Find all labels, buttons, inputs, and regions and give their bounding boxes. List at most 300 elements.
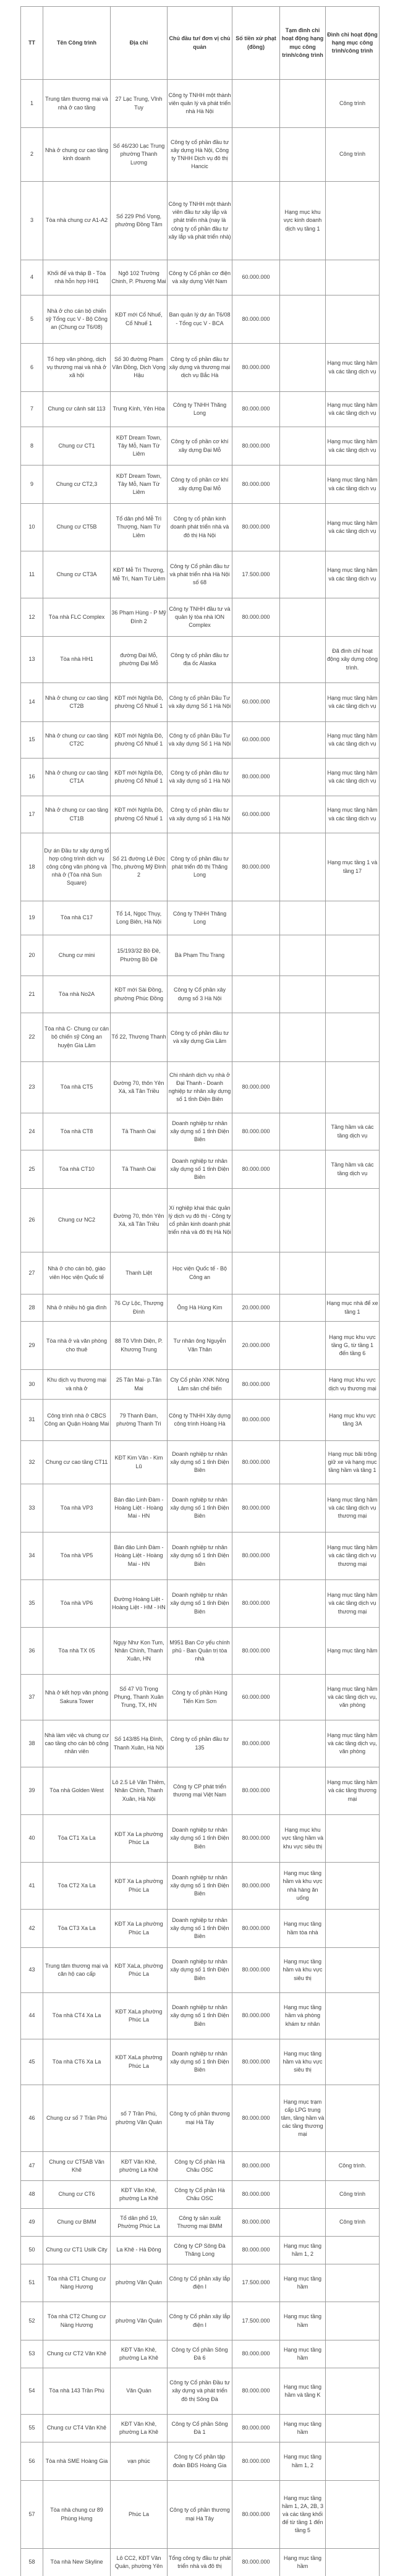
cell-tt: 31: [21, 1400, 43, 1441]
cell-owner: Công ty Cổ phần cơ điện và xây dựng Việt Nam: [168, 260, 232, 295]
cell-fine-amount: 80.000.000: [232, 2368, 280, 2415]
column-header-stop: Đình chỉ hoạt động hạng mục công trình/công trình: [326, 7, 380, 80]
cell-project-name: Chung cư mini: [43, 935, 111, 976]
cell-stop: [326, 1013, 380, 1062]
cell-fine-amount: 80.000.000: [232, 392, 280, 427]
cell-suspend: Hạng mục tầng hầm và phòng khám tư nhân: [280, 1993, 326, 2039]
cell-fine-amount: 80.000.000: [232, 1370, 280, 1400]
cell-address: 76 Cự Lộc, Thượng Đình: [111, 1294, 168, 1322]
table-row: [21, 128, 380, 182]
cell-suspend: [280, 344, 326, 392]
cell-fine-amount: 80.000.000: [232, 2442, 280, 2481]
cell-owner: Công ty cổ phần cơ khí xây dựng Đại Mỗ: [168, 465, 232, 504]
cell-owner: Công ty Cổ phần xây dựng số 3 Hà Nội: [168, 976, 232, 1013]
column-header-address: Địa chỉ: [111, 7, 168, 80]
cell-address: KĐT Văn Khê, phường La Khê: [111, 2152, 168, 2181]
table-row: [21, 1322, 380, 1370]
cell-address: Bán đảo Linh Đàm - Hoàng Liệt - Hoàng Mai - HN: [111, 1532, 168, 1580]
cell-owner: Công ty cổ phần đầu tư phát triển đô thị Thăng Long: [168, 833, 232, 901]
cell-suspend: [280, 1294, 326, 1322]
cell-address: số 7 Trần Phú, phường Văn Quán: [111, 2085, 168, 2152]
cell-suspend: Hạng mục tầng hầm: [280, 2302, 326, 2340]
cell-address: 25 Tân Mai- p.Tân Mai: [111, 1370, 168, 1400]
cell-project-name: Tòa nhà CT4 Xa La: [43, 1993, 111, 2039]
cell-tt: 48: [21, 2181, 43, 2209]
cell-project-name: Chung cư CT1 Usilk City: [43, 2237, 111, 2264]
cell-tt: 2: [21, 128, 43, 182]
cell-stop: [326, 2549, 380, 2576]
cell-address: Lô 2.5 Lê Văn Thiêm, Nhân Chính, Thanh Xuân, Hà Nội: [111, 1767, 168, 1815]
cell-project-name: Chung cư BMM: [43, 2209, 111, 2237]
cell-suspend: [280, 80, 326, 128]
cell-address: KĐT XaLa phường Phúc La: [111, 1993, 168, 2039]
cell-address: Số 46/230 Lạc Trung phường Thanh Lương: [111, 128, 168, 182]
cell-project-name: Chung cư cảnh sát 113: [43, 392, 111, 427]
cell-fine-amount: 80.000.000: [232, 2415, 280, 2442]
cell-suspend: [280, 1013, 326, 1062]
table-row: [21, 796, 380, 833]
cell-fine-amount: [232, 901, 280, 935]
table-row: [21, 2340, 380, 2368]
cell-fine-amount: 80.000.000: [232, 833, 280, 901]
cell-suspend: [280, 392, 326, 427]
cell-owner: Công ty CP Sông Đà Thăng Long: [168, 2237, 232, 2264]
cell-fine-amount: [232, 935, 280, 976]
cell-address: Bán đảo Linh Đàm - Hoàng Liệt - Hoàng Mai - HN: [111, 1484, 168, 1532]
cell-tt: 15: [21, 722, 43, 759]
cell-fine-amount: 80.000.000: [232, 2085, 280, 2152]
table-row: [21, 427, 380, 465]
table-row: [21, 2549, 380, 2576]
cell-suspend: Hạng mục tầng hầm tòa nhà: [280, 1910, 326, 1948]
cell-tt: 33: [21, 1484, 43, 1532]
header-row: [21, 7, 380, 80]
cell-project-name: Chung cư CT6: [43, 2181, 111, 2209]
cell-tt: 47: [21, 2152, 43, 2181]
cell-suspend: [280, 2181, 326, 2209]
cell-tt: 23: [21, 1062, 43, 1113]
cell-fine-amount: 20.000.000: [232, 1322, 280, 1370]
cell-address: Đường 70, thôn Yên Xá, xã Tân Triều: [111, 1062, 168, 1113]
cell-owner: Doanh nghiệp tư nhân xây dựng số 1 tỉnh Điện Biên: [168, 1150, 232, 1189]
table-row: [21, 344, 380, 392]
cell-suspend: [280, 1720, 326, 1767]
cell-stop: [326, 2481, 380, 2549]
table-row: [21, 1189, 380, 1252]
cell-project-name: Chung cư cao tầng CT11: [43, 1441, 111, 1484]
table-row: [21, 2302, 380, 2340]
cell-stop: Hạng mục tầng hầm: [326, 1628, 380, 1675]
cell-owner: Công ty Cổ phần Sông Đà 6: [168, 2340, 232, 2368]
cell-owner: Công ty cổ phần thương mại Hà Tây: [168, 2481, 232, 2549]
cell-fine-amount: 80.000.000: [232, 1720, 280, 1767]
cell-stop: Hạng mục tầng hầm và các tầng dịch vụ, văn phòng: [326, 1675, 380, 1720]
table-row: [21, 1294, 380, 1322]
cell-owner: Công ty cổ phần kinh doanh phát triển nhà và đô thị Hà Nội: [168, 504, 232, 551]
table-row: [21, 260, 380, 295]
cell-project-name: Nhà ở nhiều hộ gia đình: [43, 1294, 111, 1322]
cell-project-name: Tòa CT2 Xa La: [43, 1863, 111, 1910]
cell-owner: Doanh nghiệp tư nhân xây dựng số 1 tỉnh Điện Biên: [168, 1441, 232, 1484]
column-header-name: Tên Công trình: [43, 7, 111, 80]
cell-address: Tổ dân phố Mễ Trì Thượng, Nam Từ Liêm: [111, 504, 168, 551]
cell-fine-amount: 80.000.000: [232, 1863, 280, 1910]
cell-project-name: Tòa nhà ở và văn phòng cho thuê: [43, 1322, 111, 1370]
cell-stop: Hạng mục tầng hầm và các tầng dịch vụ: [326, 551, 380, 598]
cell-project-name: Tòa nhà VP3: [43, 1484, 111, 1532]
cell-suspend: [280, 598, 326, 637]
cell-stop: [326, 2264, 380, 2302]
table-row: [21, 598, 380, 637]
table-row: [21, 2481, 380, 2549]
cell-suspend: Hạng mục tầng hầm và khu vực siêu thị: [280, 1948, 326, 1993]
cell-suspend: [280, 796, 326, 833]
cell-fine-amount: [232, 637, 280, 683]
cell-stop: [326, 2085, 380, 2152]
cell-stop: [326, 1189, 380, 1252]
cell-tt: 46: [21, 2085, 43, 2152]
table-row: [21, 683, 380, 722]
table-row: [21, 637, 380, 683]
cell-tt: 35: [21, 1580, 43, 1628]
cell-stop: Hạng mục tầng hầm và các tầng dịch vụ: [326, 344, 380, 392]
table-row: [21, 295, 380, 344]
cell-tt: 52: [21, 2302, 43, 2340]
cell-tt: 1: [21, 80, 43, 128]
table-row: [21, 1580, 380, 1628]
cell-stop: Hạng mục tầng hầm và các tầng dịch vụ: [326, 392, 380, 427]
cell-tt: 27: [21, 1252, 43, 1294]
cell-owner: Tổng công ty đầu tư phát triển nhà và đô thị: [168, 2549, 232, 2576]
table-row: [21, 1767, 380, 1815]
cell-tt: 5: [21, 295, 43, 344]
cell-project-name: Tòa nhà CT2 Chung cư Nàng Hương: [43, 2302, 111, 2340]
cell-stop: Tầng hầm và các tầng dịch vụ: [326, 1113, 380, 1150]
cell-tt: 34: [21, 1532, 43, 1580]
cell-tt: 26: [21, 1189, 43, 1252]
cell-tt: 30: [21, 1370, 43, 1400]
cell-owner: Chi nhánh dịch vụ nhà ở Đại Thanh - Doanh nghiệp tư nhân xây dựng số 1 tỉnh Điện Biên: [168, 1062, 232, 1113]
cell-tt: 19: [21, 901, 43, 935]
cell-tt: 28: [21, 1294, 43, 1322]
cell-stop: [326, 2368, 380, 2415]
table-row: [21, 2368, 380, 2415]
cell-owner: Doanh nghiệp tư nhân xây dựng số 1 tỉnh Điện Biên: [168, 1948, 232, 1993]
cell-stop: Hạng mục tầng hầm và các tầng thương mại: [326, 1767, 380, 1815]
cell-suspend: [280, 1484, 326, 1532]
cell-address: đường Đại Mỗ, phường Đại Mỗ: [111, 637, 168, 683]
cell-suspend: [280, 976, 326, 1013]
cell-fine-amount: 20.000.000: [232, 1294, 280, 1322]
cell-suspend: [280, 1441, 326, 1484]
cell-project-name: Tòa nhà SME Hoàng Gia: [43, 2442, 111, 2481]
cell-fine-amount: 80.000.000: [232, 1910, 280, 1948]
cell-project-name: Chung cư số 7 Trần Phú: [43, 2085, 111, 2152]
cell-project-name: Chung cư CT1: [43, 427, 111, 465]
cell-stop: Hạng mục tầng hầm và các tầng dịch vụ: [326, 796, 380, 833]
cell-suspend: [280, 1252, 326, 1294]
cell-project-name: Tòa nhà CT8: [43, 1113, 111, 1150]
cell-suspend: [280, 551, 326, 598]
table-row: [21, 1484, 380, 1532]
cell-fine-amount: 80.000.000: [232, 1815, 280, 1863]
cell-stop: Hạng mục tầng hầm và các tầng dịch vụ: [326, 759, 380, 796]
cell-project-name: Tòa nhà CT5: [43, 1062, 111, 1113]
cell-fine-amount: [232, 976, 280, 1013]
table-row: [21, 833, 380, 901]
cell-project-name: Tòa nhà New Skyline: [43, 2549, 111, 2576]
cell-owner: Công ty TNHH Thăng Long: [168, 392, 232, 427]
table-row: [21, 1720, 380, 1767]
cell-project-name: Tòa nhà VP5: [43, 1532, 111, 1580]
table-row: [21, 1013, 380, 1062]
cell-fine-amount: 60.000.000: [232, 722, 280, 759]
cell-fine-amount: [232, 80, 280, 128]
table-body: [21, 80, 380, 2576]
cell-fine-amount: 80.000.000: [232, 1062, 280, 1113]
cell-owner: Công ty cổ phần thương mại Hà Tây: [168, 2085, 232, 2152]
cell-tt: 42: [21, 1910, 43, 1948]
cell-tt: 21: [21, 976, 43, 1013]
cell-stop: [326, 1993, 380, 2039]
table-row: [21, 2085, 380, 2152]
cell-suspend: [280, 1400, 326, 1441]
cell-owner: Doanh nghiệp tư nhân xây dựng số 1 tỉnh Điện Biên: [168, 1532, 232, 1580]
table-row: [21, 2442, 380, 2481]
cell-address: Tổ 14, Ngọc Thụy, Long Biên, Hà Nội: [111, 901, 168, 935]
cell-address: KĐT Xa La phường Phúc La: [111, 1910, 168, 1948]
cell-stop: Hạng mục nhà để xe tầng 1: [326, 1294, 380, 1322]
cell-stop: Công trình: [326, 2181, 380, 2209]
cell-stop: [326, 901, 380, 935]
cell-owner: Công ty cổ phần Đầu Tư và xây dựng Số 1 Hà Nội: [168, 722, 232, 759]
cell-stop: Hạng mục tầng hầm và các tầng dịch vụ thương mại: [326, 1532, 380, 1580]
cell-tt: 53: [21, 2340, 43, 2368]
cell-owner: Doanh nghiệp tư nhân xây dựng số 1 tỉnh Điện Biên: [168, 1484, 232, 1532]
cell-stop: Công trình: [326, 80, 380, 128]
table-row: [21, 1993, 380, 2039]
cell-tt: 14: [21, 683, 43, 722]
cell-fine-amount: 80.000.000: [232, 2549, 280, 2576]
cell-owner: Tư nhân ông Nguyễn Văn Thân: [168, 1322, 232, 1370]
cell-stop: [326, 182, 380, 260]
column-header-fine: Số tiền xử phạt (đồng): [232, 7, 280, 80]
cell-address: vạn phúc: [111, 2442, 168, 2481]
cell-address: Số 30 đường Phạm Văn Đồng, Dịch Vọng Hậu: [111, 344, 168, 392]
cell-address: Ngụy Như Kon Tum, Nhân Chính, Thanh Xuân, HN: [111, 1628, 168, 1675]
cell-fine-amount: [232, 1252, 280, 1294]
cell-project-name: Nhà ở chung cư cao tầng kinh doanh: [43, 128, 111, 182]
cell-suspend: [280, 1628, 326, 1675]
table-row: [21, 1150, 380, 1189]
cell-project-name: Tòa nhà chung cư A1-A2: [43, 182, 111, 260]
cell-tt: 18: [21, 833, 43, 901]
cell-address: Thanh Liệt: [111, 1252, 168, 1294]
cell-address: KĐT mới Nghĩa Đô, phường Cổ Nhuế 1: [111, 759, 168, 796]
table-row: [21, 1252, 380, 1294]
cell-stop: [326, 1910, 380, 1948]
cell-suspend: Hạng mục tầng hầm và khu vực nhà hàng ăn uống: [280, 1863, 326, 1910]
cell-owner: Công ty Cổ phần tập đoàn BĐS Hoàng Gia: [168, 2442, 232, 2481]
table-row: [21, 1370, 380, 1400]
cell-owner: Công ty cổ phần đầu tư và xây dựng Gia Lâm: [168, 1013, 232, 1062]
cell-address: Tả Thanh Oai: [111, 1113, 168, 1150]
cell-address: Số 143/85 Hạ Đình, Thanh Xuân, Hà Nội: [111, 1720, 168, 1767]
cell-fine-amount: 80.000.000: [232, 1767, 280, 1815]
cell-fine-amount: 80.000.000: [232, 1150, 280, 1189]
cell-owner: Học viện Quốc tế - Bộ Công an: [168, 1252, 232, 1294]
cell-tt: 37: [21, 1675, 43, 1720]
cell-suspend: [280, 1675, 326, 1720]
cell-address: 88 Tô Vĩnh Diện, P. Khương Trung: [111, 1322, 168, 1370]
cell-project-name: Tòa nhà C- Chung cư cán bộ chiến sỹ Công an huyện Gia Lâm: [43, 1013, 111, 1062]
cell-tt: 24: [21, 1113, 43, 1150]
cell-address: KĐT Xa La phường Phúc La: [111, 1815, 168, 1863]
cell-suspend: Hạng mục khu vực tầng hầm và khu vực siêu thị: [280, 1815, 326, 1863]
table-row: [21, 1062, 380, 1113]
cell-owner: Công ty cổ phần đầu tư địa ốc Alaska: [168, 637, 232, 683]
cell-owner: Bà Phạm Thu Trang: [168, 935, 232, 976]
cell-project-name: Dự án Đầu tư xây dựng tổ hợp công trình dịch vụ công cộng văn phòng và nhà ở (Tòa nhà Sun Square): [43, 833, 111, 901]
table-row: [21, 2039, 380, 2085]
cell-project-name: Nhà ở cho cán bộ, giáo viên Học viện Quốc tế: [43, 1252, 111, 1294]
cell-stop: Công trình: [326, 128, 380, 182]
table-row: [21, 759, 380, 796]
cell-address: KĐT Xa La phường Phúc La: [111, 1863, 168, 1910]
cell-suspend: [280, 1150, 326, 1189]
violation-table: [20, 6, 380, 2576]
cell-address: Số 21 đường Lê Đức Thọ, phường Mỹ Đình 2: [111, 833, 168, 901]
cell-suspend: Hạng mục trạm cấp LPG trung tâm, tầng hầm và các tầng thương mại: [280, 2085, 326, 2152]
cell-stop: [326, 260, 380, 295]
cell-address: KĐT XaLa, phường Phúc La: [111, 1948, 168, 1993]
cell-suspend: [280, 1113, 326, 1150]
cell-suspend: [280, 128, 326, 182]
cell-address: Tả Thanh Oai: [111, 1150, 168, 1189]
cell-fine-amount: 80.000.000: [232, 1532, 280, 1580]
cell-fine-amount: 80.000.000: [232, 2481, 280, 2549]
cell-owner: Ban quản lý dự án T6/08 - Tổng cục V - BCA: [168, 295, 232, 344]
cell-address: KĐT Dream Town, Tây Mỗ, Nam Từ Liêm: [111, 427, 168, 465]
cell-stop: [326, 2039, 380, 2085]
cell-stop: [326, 295, 380, 344]
cell-stop: Hạng mục khu vực dịch vụ thương mại: [326, 1370, 380, 1400]
table-row: [21, 392, 380, 427]
cell-project-name: Tòa CT3 Xa La: [43, 1910, 111, 1948]
cell-stop: Hạng mục tầng hầm và các tầng dịch vụ thương mại: [326, 1580, 380, 1628]
cell-suspend: [280, 935, 326, 976]
table-row: [21, 1628, 380, 1675]
cell-suspend: Hạng mục tầng hầm 1, 2: [280, 2442, 326, 2481]
cell-suspend: [280, 465, 326, 504]
table-row: [21, 1910, 380, 1948]
cell-owner: Công ty TNHH Thăng Long: [168, 901, 232, 935]
table-row: [21, 1863, 380, 1910]
cell-tt: 56: [21, 2442, 43, 2481]
cell-fine-amount: 80.000.000: [232, 504, 280, 551]
cell-owner: Công ty cổ phần Hùng Tiến Kim Sơn: [168, 1675, 232, 1720]
cell-tt: 45: [21, 2039, 43, 2085]
cell-tt: 36: [21, 1628, 43, 1675]
table-row: [21, 1113, 380, 1150]
cell-project-name: Tòa nhà Golden West: [43, 1767, 111, 1815]
cell-address: KĐT Văn Khê, phường La Khê: [111, 2415, 168, 2442]
cell-stop: Hạng mục tầng 1 và tầng 17: [326, 833, 380, 901]
cell-fine-amount: 80.000.000: [232, 1400, 280, 1441]
cell-address: Tổ dân phố 19, Phường Phúc La: [111, 2209, 168, 2237]
cell-address: Số 47 Vũ Trọng Phụng, Thanh Xuân Trung, TX, HN: [111, 1675, 168, 1720]
cell-tt: 6: [21, 344, 43, 392]
cell-suspend: Hạng mục tầng hầm: [280, 2549, 326, 2576]
cell-fine-amount: [232, 182, 280, 260]
cell-address: Trung Kính, Yên Hòa: [111, 392, 168, 427]
cell-stop: [326, 2340, 380, 2368]
cell-owner: Doanh nghiệp tư nhân xây dựng số 1 tỉnh Điện Biên: [168, 1815, 232, 1863]
cell-owner: Công ty Cổ phần Hà Châu OSC: [168, 2152, 232, 2181]
cell-project-name: Tòa nhà VP6: [43, 1580, 111, 1628]
cell-suspend: [280, 1580, 326, 1628]
cell-suspend: Hạng mục tầng hầm: [280, 2415, 326, 2442]
cell-address: KĐT Văn Khê, phường La Khê: [111, 2340, 168, 2368]
cell-address: Lô CC2, KĐT Văn Quán, phường Yên: [111, 2549, 168, 2576]
cell-project-name: Tòa nhà No2A: [43, 976, 111, 1013]
cell-stop: Hạng mục khu vực tầng G, từ tầng 1 đến tầng 6: [326, 1322, 380, 1370]
table-row: [21, 182, 380, 260]
table-row: [21, 1400, 380, 1441]
cell-stop: Hạng mục tầng hầm và các tầng dịch vụ: [326, 465, 380, 504]
cell-owner: Cty Cổ phần XNK Nông Lâm sản chế biến: [168, 1370, 232, 1400]
cell-suspend: [280, 427, 326, 465]
cell-project-name: Nhà làm việc và chung cư cao tầng cho cán bộ công nhân viên: [43, 1720, 111, 1767]
cell-project-name: Tòa nhà FLC Complex: [43, 598, 111, 637]
cell-address: KĐT mới Nghĩa Đô, phường Cổ Nhuế 1: [111, 722, 168, 759]
cell-tt: 25: [21, 1150, 43, 1189]
cell-fine-amount: 17.500.000: [232, 2264, 280, 2302]
cell-owner: Công ty cổ phần cơ khí xây dựng Đại Mỗ: [168, 427, 232, 465]
cell-address: KĐT XaLa phường Phúc La: [111, 2039, 168, 2085]
cell-address: 79 Thanh Đàm, phường Thanh Trì: [111, 1400, 168, 1441]
cell-owner: Công ty cổ phần đầu tư và xây dựng số 1 Hà Nội: [168, 759, 232, 796]
cell-fine-amount: 80.000.000: [232, 2181, 280, 2209]
cell-fine-amount: 60.000.000: [232, 683, 280, 722]
cell-fine-amount: 80.000.000: [232, 1441, 280, 1484]
cell-owner: Doanh nghiệp tư nhân xây dựng số 1 tỉnh Điện Biên: [168, 1993, 232, 2039]
cell-tt: 39: [21, 1767, 43, 1815]
cell-project-name: Trung tâm thương mại và nhà ở cao tầng: [43, 80, 111, 128]
cell-project-name: Tòa nhà CT6 Xa La: [43, 2039, 111, 2085]
cell-stop: [326, 2415, 380, 2442]
cell-project-name: Chung cư CT2,3: [43, 465, 111, 504]
cell-address: Văn Quán: [111, 2368, 168, 2415]
cell-suspend: Hạng mục tầng hầm 1, 2A, 2B, 3 và các tầng khối đế từ tầng 1 đến tầng 5: [280, 2481, 326, 2549]
cell-project-name: Công trình nhà ở CBCS Công an Quận Hoàng Mai: [43, 1400, 111, 1441]
cell-fine-amount: 60.000.000: [232, 260, 280, 295]
cell-project-name: Tòa nhà C17: [43, 901, 111, 935]
cell-fine-amount: 17.500.000: [232, 551, 280, 598]
table-row: [21, 901, 380, 935]
cell-project-name: Tòa nhà TX 05: [43, 1628, 111, 1675]
cell-owner: Xí nghiệp khai thác quản lý dịch vụ đô thị - Công ty cổ phần kinh doanh phát triển nhà và đô thị Hà Nội: [168, 1189, 232, 1252]
cell-fine-amount: 60.000.000: [232, 796, 280, 833]
cell-owner: Công ty cổ phần đầu tư xây dựng và thương mại dịch vụ Bắc Hà: [168, 344, 232, 392]
table-row: [21, 1815, 380, 1863]
cell-fine-amount: 80.000.000: [232, 2209, 280, 2237]
cell-suspend: [280, 504, 326, 551]
cell-project-name: Tổ hợp văn phòng, dịch vụ thương mại và nhà ở xã hội: [43, 344, 111, 392]
table-row: [21, 2181, 380, 2209]
cell-suspend: [280, 901, 326, 935]
table-row: [21, 504, 380, 551]
